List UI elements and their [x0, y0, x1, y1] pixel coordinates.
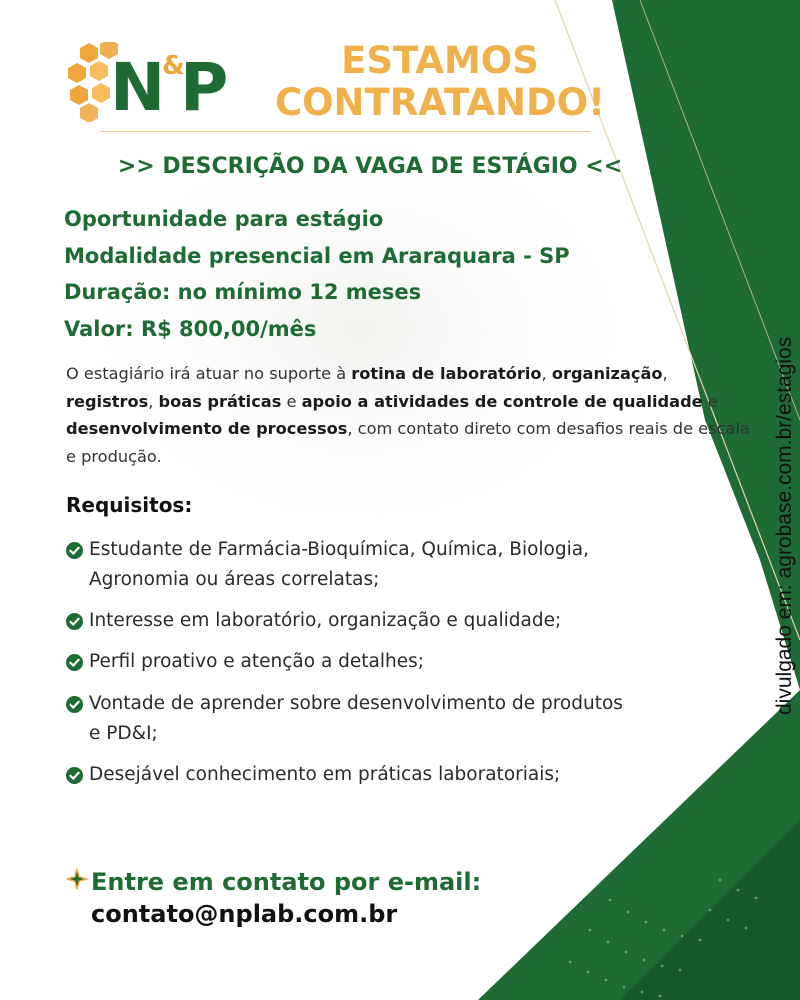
headline-divider: [100, 131, 590, 132]
check-circle-icon: [66, 542, 83, 559]
highlight-duration: Duração: no mínimo 12 meses: [64, 280, 422, 304]
requirements-list: [66, 535, 626, 801]
headline: [250, 40, 630, 124]
requirement-text: Estudante de Farmácia-Bioquímica, Química, Biologia, Agronomia ou áreas correlatas;: [89, 539, 589, 590]
logo-ampersand: &: [162, 51, 185, 81]
source-watermark: divulgado em: agrobase.com.br/estagios: [773, 336, 796, 715]
logo-letter-n: N: [110, 49, 166, 122]
check-circle-icon: [66, 654, 83, 671]
requirements-title: Requisitos:: [66, 493, 193, 517]
highlight-modality: Modalidade presencial em Araraquara - SP: [64, 243, 570, 268]
headline-line-1: ESTAMOS: [341, 39, 539, 82]
headline-line-2: CONTRATANDO!: [274, 81, 606, 124]
requirement-item: [66, 689, 626, 749]
check-circle-icon: [66, 696, 83, 713]
check-circle-icon: [66, 613, 83, 630]
np-logo: [62, 42, 242, 122]
job-description: O estagiário irá atuar no suporte à rotina de laboratório, organização, registros, boas práticas e apoio a atividades de controle de qualidade e desenvolvimento de processos, com contato direto com desafios reais de escala e produção.: [66, 364, 750, 466]
requirement-item: [66, 647, 626, 677]
highlight-salary: Valor: R$ 800,00/mês: [64, 316, 317, 341]
requirement-text: Vontade de aprender sobre desenvolvimento de produtos e PD&I;: [89, 693, 623, 744]
job-highlights: [64, 201, 704, 347]
contact-email[interactable]: contato@nplab.com.br: [91, 900, 398, 928]
requirement-text: Desejável conhecimento em práticas laboratoriais;: [89, 764, 561, 785]
contact-block: [66, 866, 526, 930]
requirement-text: Perfil proativo e atenção a detalhes;: [89, 651, 425, 672]
contact-label: Entre em contato por e-mail:: [91, 868, 482, 896]
check-circle-icon: [66, 767, 83, 784]
section-subtitle: >> DESCRIÇÃO DA VAGA DE ESTÁGIO <<: [117, 154, 623, 179]
requirement-text: Interesse em laboratório, organização e qualidade;: [89, 610, 562, 631]
requirement-item: [66, 535, 626, 595]
sparkle-icon: [66, 868, 88, 890]
requirement-item: [66, 760, 626, 790]
highlight-opportunity: Oportunidade para estágio: [64, 207, 384, 231]
logo-letter-p: P: [180, 49, 229, 122]
requirement-item: [66, 606, 626, 636]
